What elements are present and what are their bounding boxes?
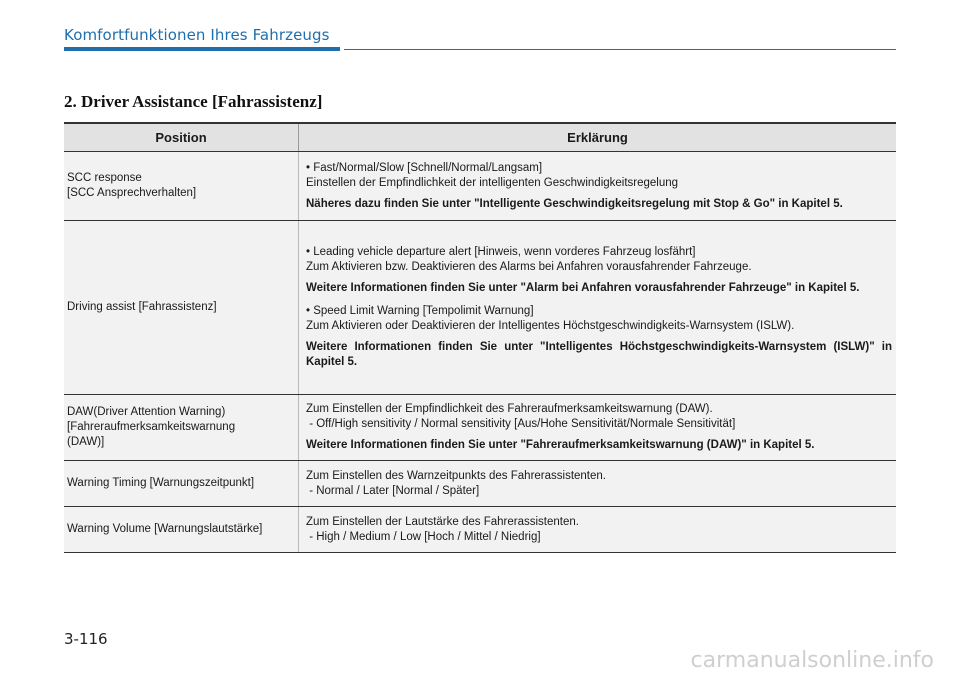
position-line: Warning Volume [Warnungslautstärke]: [67, 523, 263, 535]
explanation-line: Zum Einstellen der Empfindlichkeit des Fahreraufmerksamkeitswarnung (DAW).: [306, 403, 713, 415]
explanation-line: - Normal / Later [Normal / Später]: [306, 484, 480, 497]
position-line: Driving assist [Fahrassistenz]: [67, 301, 217, 313]
position-cell: [64, 152, 299, 221]
explanation-line: - Off/High sensitivity / Normal sensitivity [Aus/Hohe Sensitivität/Normale Sensitivität]: [306, 418, 736, 430]
section-title: 2. Driver Assistance [Fahrassistenz]: [64, 92, 323, 111]
explanation-line: Einstellen der Empfindlichkeit der intelligenten Geschwindigkeitsregelung: [306, 176, 679, 189]
reference-note: Weitere Informationen finden Sie unter "Alarm bei Anfahren vorausfahrender Fahrzeuge" in Kapitel 5.: [306, 282, 860, 294]
explanation-line: Zum Aktivieren bzw. Deaktivieren des Alarms bei Anfahren vorausfahrender Fahrzeuge.: [306, 261, 752, 273]
header-rule-thin: [344, 49, 896, 50]
position-line: [SCC Ansprechverhalten]: [67, 187, 197, 199]
reference-note: Weitere Informationen finden Sie unter "Intelligentes Höchstgeschwindigkeits-Warnsystem (ISLW)" in Kapitel 5.: [306, 341, 892, 368]
table-row: [64, 461, 896, 507]
table-header-row: [64, 123, 896, 152]
position-line: DAW(Driver Attention Warning): [67, 406, 226, 418]
explanation-cell: [299, 221, 897, 395]
table-row: [64, 395, 896, 461]
explanation-cell: [299, 395, 897, 461]
settings-table: [64, 122, 896, 553]
position-line: (DAW)]: [67, 436, 105, 448]
table-row: [64, 221, 896, 395]
position-cell: [64, 221, 299, 395]
reference-note: Näheres dazu finden Sie unter "Intelligente Geschwindigkeitsregelung mit Stop & Go" in Kapitel 5.: [306, 197, 843, 210]
position-cell: [64, 461, 299, 507]
explanation-line: Zum Einstellen des Warnzeitpunkts des Fahrerassistenten.: [306, 469, 606, 482]
header-rule-thick: [64, 47, 340, 51]
explanation-line: • Speed Limit Warning [Tempolimit Warnung]: [306, 305, 534, 317]
explanation-line: Zum Aktivieren oder Deaktivieren der Intelligentes Höchstgeschwindigkeits-Warnsystem (ISLW).: [306, 320, 795, 332]
explanation-cell: [299, 507, 897, 553]
position-cell: [64, 507, 299, 553]
explanation-cell: [299, 461, 897, 507]
explanation-line: • Leading vehicle departure alert [Hinweis, wenn vorderes Fahrzeug losfährt]: [306, 246, 696, 258]
page-number: 3-116: [64, 630, 108, 648]
position-line: [Fahreraufmerksamkeitswarnung: [67, 421, 236, 433]
chapter-header: Komfortfunktionen Ihres Fahrzeugs: [64, 26, 330, 44]
watermark: carmanualsonline.info: [690, 648, 934, 673]
explanation-line: Zum Einstellen der Lautstärke des Fahrerassistenten.: [306, 515, 579, 528]
explanation-cell: [299, 152, 897, 221]
table-row: [64, 507, 896, 553]
reference-note: Weitere Informationen finden Sie unter "Fahreraufmerksamkeitswarnung (DAW)" in Kapitel 5.: [306, 439, 815, 451]
table-row: [64, 152, 896, 221]
column-header-position: Position: [64, 123, 299, 152]
explanation-line: • Fast/Normal/Slow [Schnell/Normal/Langsam]: [306, 161, 543, 174]
column-header-explanation: Erklärung: [299, 123, 897, 152]
explanation-line: - High / Medium / Low [Hoch / Mittel / Niedrig]: [306, 530, 541, 543]
position-line: SCC response: [67, 172, 142, 184]
position-line: Warning Timing [Warnungszeitpunkt]: [67, 477, 255, 489]
position-cell: [64, 395, 299, 461]
